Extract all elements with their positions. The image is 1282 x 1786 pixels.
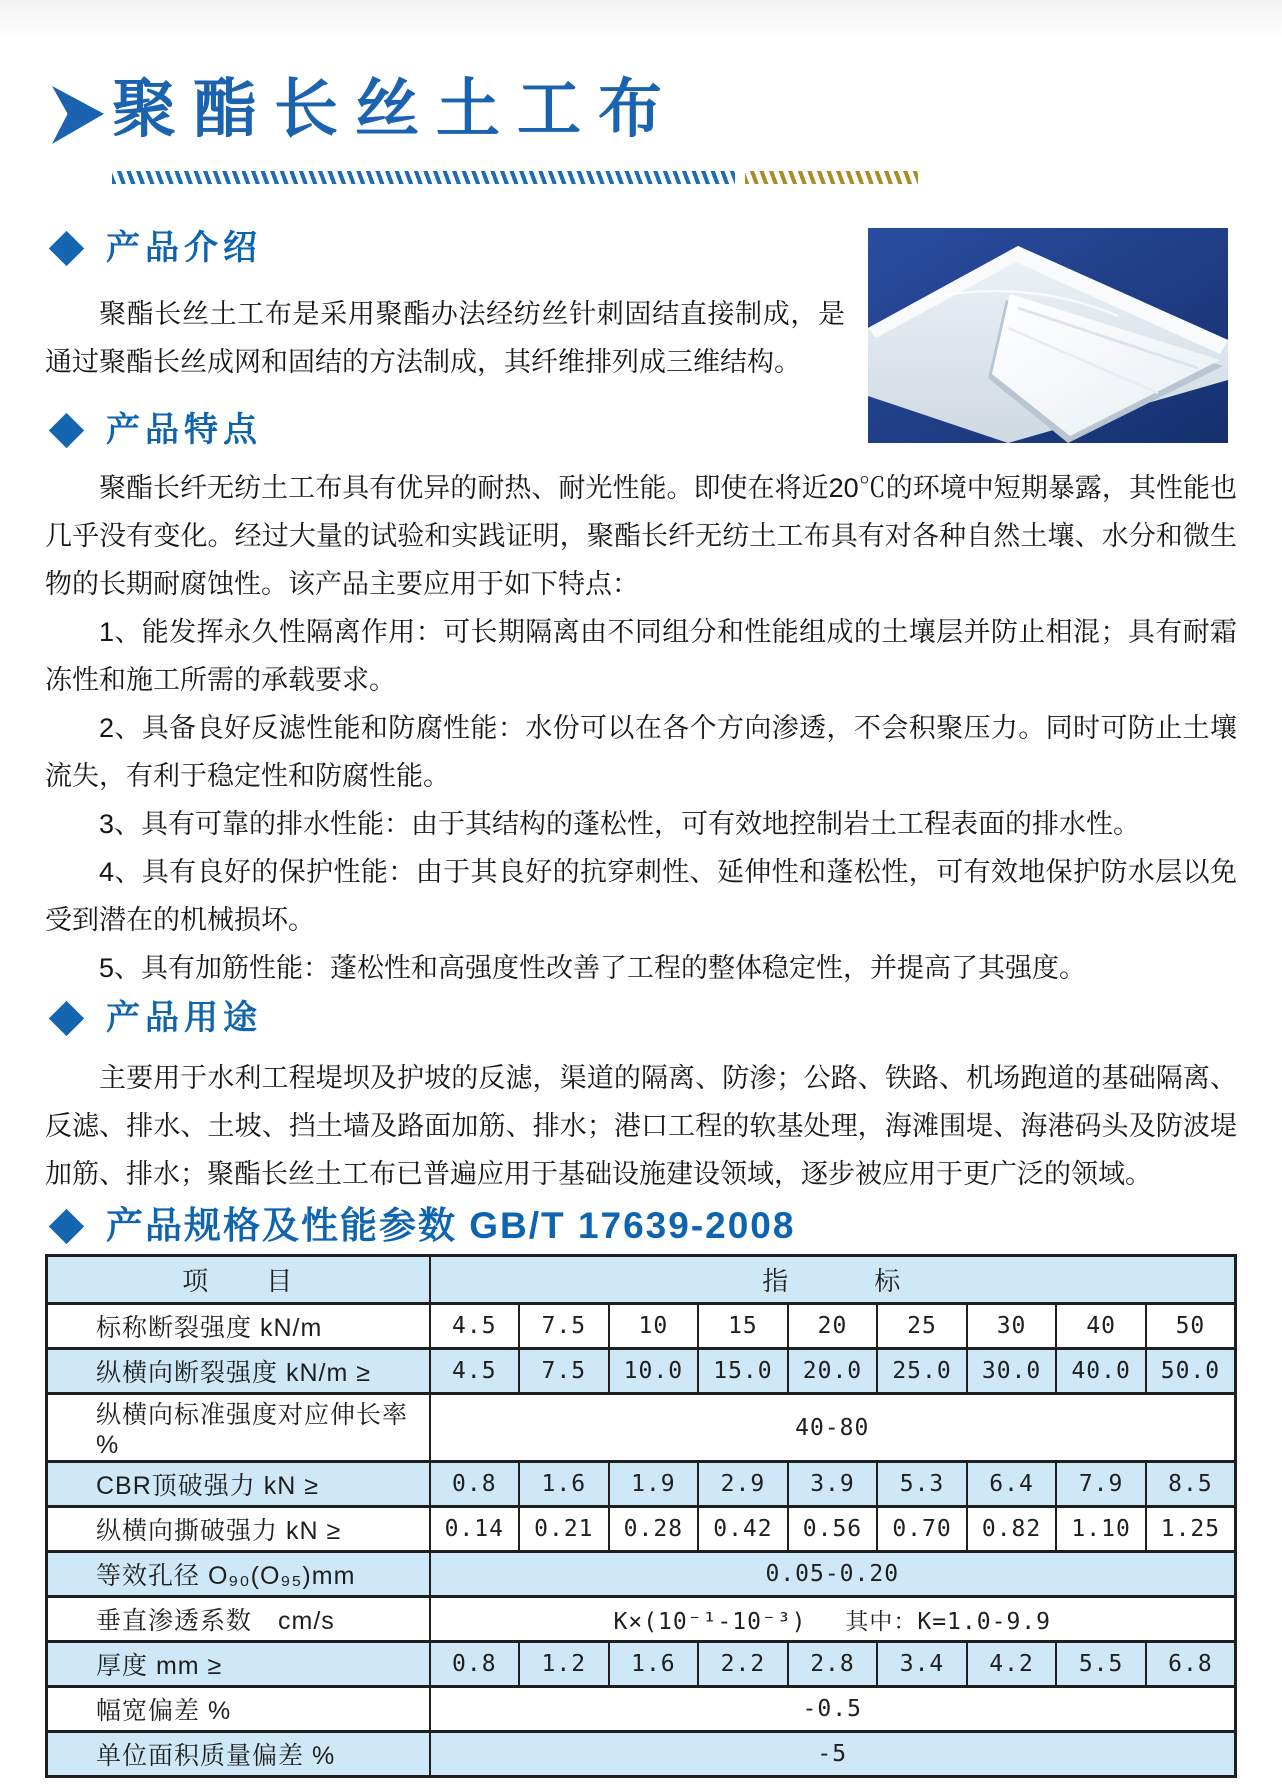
section-heading-uses-label: 产品用途: [106, 999, 262, 1037]
section-heading-features-label: 产品特点: [106, 411, 262, 449]
row-value: 6.4: [967, 1462, 1057, 1507]
row-value: 1.6: [519, 1462, 609, 1507]
row-span-value: -0.5: [430, 1687, 1236, 1732]
table-row: [47, 1732, 1236, 1777]
section-heading-features: [45, 410, 1237, 450]
row-value: 0.56: [788, 1507, 878, 1552]
row-value: 40.0: [1056, 1349, 1146, 1394]
row-value: 20.0: [788, 1349, 878, 1394]
intro-paragraph: 聚酯长丝土工布是采用聚酯办法经纺丝针刺固结直接制成，是通过聚酯长丝成网和固结的方法制成，其纤维排列成三维结构。: [45, 299, 845, 377]
row-value: 3.9: [788, 1462, 878, 1507]
row-value: 6.8: [1146, 1642, 1236, 1687]
row-label: 纵横向断裂强度 kN/m ≥: [47, 1349, 430, 1394]
section-heading-intro-label: 产品介绍: [106, 229, 262, 267]
row-value: 2.8: [788, 1642, 878, 1687]
row-value: 3.4: [877, 1642, 967, 1687]
row-value: 0.42: [698, 1507, 788, 1552]
table-header-item: 项 目: [47, 1256, 430, 1304]
row-value: 0.8: [430, 1642, 520, 1687]
row-value: 0.70: [877, 1507, 967, 1552]
row-label: 纵横向标准强度对应伸长率 %: [47, 1394, 430, 1462]
spec-table-body: [47, 1256, 1236, 1777]
row-label: CBR顶破强力 kN ≥: [47, 1462, 430, 1507]
row-span-value: 40-80: [430, 1394, 1236, 1462]
table-row: [47, 1304, 1236, 1349]
row-value: 4.2: [967, 1642, 1057, 1687]
feature-item: 3、具有可靠的排水性能：由于其结构的蓬松性，可有效地控制岩土工程表面的排水性。: [99, 809, 1141, 839]
row-value: 50: [1146, 1304, 1236, 1349]
row-value: 0.14: [430, 1507, 520, 1552]
table-row: [47, 1597, 1236, 1642]
row-value: 7.5: [519, 1349, 609, 1394]
row-value: 25: [877, 1304, 967, 1349]
row-value: 50.0: [1146, 1349, 1236, 1394]
section-heading-uses: [45, 998, 1237, 1038]
row-value: 1.25: [1146, 1507, 1236, 1552]
row-value: 0.21: [519, 1507, 609, 1552]
table-header-index: 指 标: [430, 1256, 1236, 1304]
row-value: 1.2: [519, 1642, 609, 1687]
table-header-row: [47, 1256, 1236, 1304]
spec-table: [45, 1254, 1237, 1778]
row-value: 15.0: [698, 1349, 788, 1394]
diamond-bullet-icon: [49, 412, 84, 447]
feature-item: 4、具有良好的保护性能：由于其良好的抗穿刺性、延伸性和蓬松性，可有效地保护防水层以免受到潜在的机械损坏。: [45, 857, 1237, 935]
table-row: [47, 1687, 1236, 1732]
table-row: [47, 1507, 1236, 1552]
row-value: 1.9: [609, 1462, 699, 1507]
row-value: 4.5: [430, 1349, 520, 1394]
table-row: [47, 1394, 1236, 1462]
row-value: 40: [1056, 1304, 1146, 1349]
features-lead-paragraph: 聚酯长纤无纺土工布具有优异的耐热、耐光性能。即使在将近20℃的环境中短期暴露，其性能也几乎没有变化。经过大量的试验和实践证明，聚酯长纤无纺土工布具有对各种自然土壤、水分和微生物的长期耐腐蚀性。该产品主要应用于如下特点：: [45, 473, 1237, 599]
row-value: 2.9: [698, 1462, 788, 1507]
row-value: 20: [788, 1304, 878, 1349]
feature-item: 5、具有加筋性能：蓬松性和高强度性改善了工程的整体稳定性，并提高了其强度。: [99, 953, 1087, 983]
row-label: 厚度 mm ≥: [47, 1642, 430, 1687]
row-value: 15: [698, 1304, 788, 1349]
row-value: 5.3: [877, 1462, 967, 1507]
row-span-value: 0.05-0.20: [430, 1552, 1236, 1597]
row-value: 8.5: [1146, 1462, 1236, 1507]
row-span-value: K×(10⁻¹-10⁻³) 其中：K=1.0-9.9: [430, 1597, 1236, 1642]
row-value: 1.6: [609, 1642, 699, 1687]
row-value: 25.0: [877, 1349, 967, 1394]
row-value: 10: [609, 1304, 699, 1349]
table-row: [47, 1552, 1236, 1597]
row-value: 0.82: [967, 1507, 1057, 1552]
row-label: 纵横向撕破强力 kN ≥: [47, 1507, 430, 1552]
row-span-value: -5: [430, 1732, 1236, 1777]
row-value: 4.5: [430, 1304, 520, 1349]
row-label: 幅宽偏差 %: [47, 1687, 430, 1732]
row-value: 30: [967, 1304, 1057, 1349]
row-label: 标称断裂强度 kN/m: [47, 1304, 430, 1349]
document-content: [45, 0, 1237, 1778]
row-value: 5.5: [1056, 1642, 1146, 1687]
uses-paragraph: 主要用于水利工程堤坝及护坡的反滤，渠道的隔离、防渗；公路、铁路、机场跑道的基础隔离、反滤、排水、土坡、挡土墙及路面加筋、排水；港口工程的软基处理，海滩围堤、海港码头及防波堤加筋、排水；聚酯长丝土工布已普遍应用于基础设施建设领域，逐步被应用于更广泛的领域。: [45, 1063, 1237, 1189]
table-row: [47, 1642, 1236, 1687]
row-label: 单位面积质量偏差 %: [47, 1732, 430, 1777]
row-label: 等效孔径 O₉₀(O₉₅)mm: [47, 1552, 430, 1597]
row-value: 30.0: [967, 1349, 1057, 1394]
row-value: 0.8: [430, 1462, 520, 1507]
table-row: [47, 1462, 1236, 1507]
page-title: 聚酯长丝土工布: [112, 72, 679, 147]
table-row: [47, 1349, 1236, 1394]
row-value: 7.5: [519, 1304, 609, 1349]
row-value: 10.0: [609, 1349, 699, 1394]
diamond-bullet-icon: [49, 1208, 84, 1243]
section-heading-intro: [45, 228, 1237, 268]
row-value: 0.28: [609, 1507, 699, 1552]
diamond-bullet-icon: [49, 230, 84, 265]
row-value: 2.2: [698, 1642, 788, 1687]
section-heading-specs-label: 产品规格及性能参数 GB/T 17639-2008: [106, 1205, 796, 1246]
row-value: 1.10: [1056, 1507, 1146, 1552]
row-value: 7.9: [1056, 1462, 1146, 1507]
section-heading-specs: [45, 1206, 1237, 1246]
row-label: 垂直渗透系数 cm/s: [47, 1597, 430, 1642]
feature-item: 2、具备良好反滤性能和防腐性能：水份可以在各个方向渗透，不会积聚压力。同时可防止土壤流失，有利于稳定性和防腐性能。: [45, 713, 1237, 791]
feature-item: 1、能发挥永久性隔离作用：可长期隔离由不同组分和性能组成的土壤层并防止相混；具有耐霜冻性和施工所需的承载要求。: [45, 617, 1237, 695]
diamond-bullet-icon: [49, 1000, 84, 1035]
